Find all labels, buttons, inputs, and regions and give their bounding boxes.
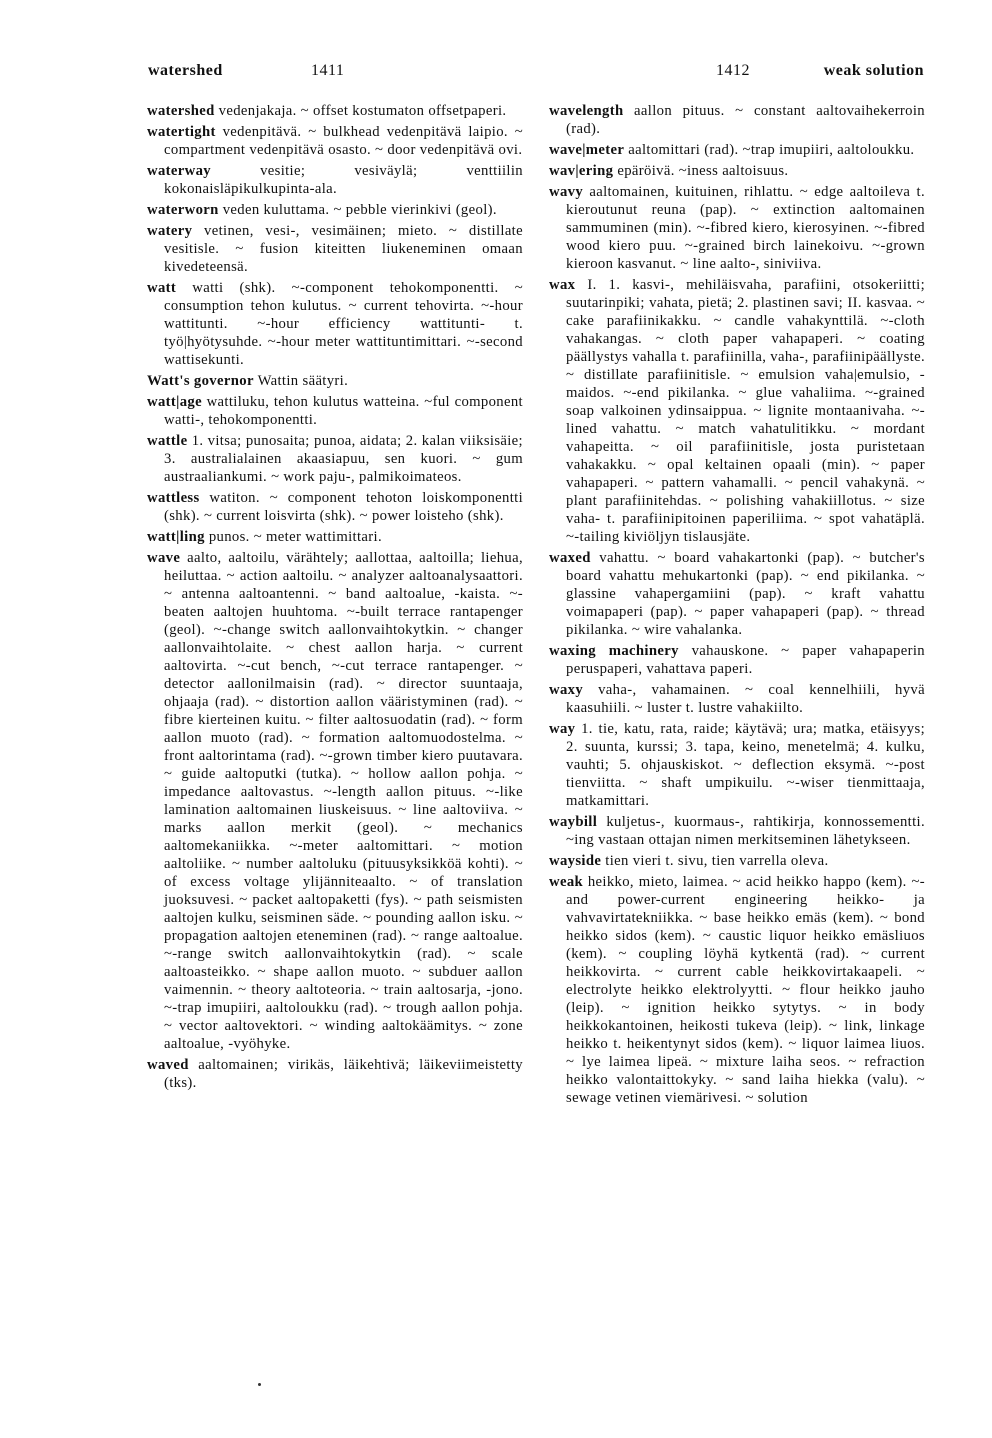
entry-headword: watery bbox=[147, 223, 193, 239]
speck-mark bbox=[258, 1383, 261, 1386]
entry-definition: vaha-, vahamainen. ~ coal kennelhiili, hyvä kaasuhiili. ~ luster t. lustre vahakiilto. bbox=[566, 682, 925, 716]
right-running-head: weak solution bbox=[823, 62, 924, 79]
entry-definition: aaltomainen, kuituinen, rihlattu. ~ edge aaltoileva t. kieroutunut reuna (pap). ~ extinction aaltomainen sammuminen (min). ~-fibred kiero, kierosyinen. ~-fibred wood kiero puu. ~-grained birch lainekoivu. ~-grown kieroon kasvanut. ~ line aalto-, siniviiva. bbox=[566, 184, 925, 272]
dictionary-entry bbox=[549, 852, 925, 870]
dictionary-entry bbox=[147, 528, 523, 546]
dictionary-entry bbox=[147, 372, 523, 390]
left-running-head: watershed bbox=[148, 62, 223, 79]
entry-definition: aallon pituus. ~ constant aaltovaihekerroin (rad). bbox=[566, 103, 925, 137]
entry-definition: watti (shk). ~-component tehokomponentti. ~ consumption tehon kulutus. ~ current tehovirta. ~-hour wattitunti. ~-hour efficiency wattitunti- t. työ|hyötysuhde. ~-hour meter wattituntimittari. ~-second wattisekunti. bbox=[164, 280, 523, 368]
entry-definition: watiton. ~ component tehoton loiskomponentti (shk). ~ current loisvirta (shk). ~ power loisteho (shk). bbox=[164, 490, 523, 524]
dictionary-entry bbox=[549, 162, 925, 180]
dictionary-entry bbox=[549, 720, 925, 810]
dictionary-entry bbox=[147, 432, 523, 486]
left-column bbox=[147, 102, 523, 1095]
entry-headword: watt bbox=[147, 280, 177, 296]
dictionary-entry bbox=[549, 141, 925, 159]
entry-definition: 1. tie, katu, rata, raide; käytävä; ura; matka, etäisyys; 2. suunta, kurssi; 3. tapa, keino, menetelmä; 4. kulku, vauhti; 5. ohjauskiskot. ~ deflection eksymä. ~-post tienviitta. ~ shaft umpikuilu. ~-wiser tienmittaaja, matkamittari. bbox=[566, 721, 925, 809]
entry-definition: epäröivä. ~iness aaltoisuus. bbox=[617, 163, 789, 179]
entry-headword: waxy bbox=[549, 682, 584, 698]
entry-headword: wax bbox=[549, 277, 576, 293]
dictionary-entry bbox=[549, 681, 925, 717]
entry-headword: wayside bbox=[549, 853, 602, 869]
entry-headword: watt|ling bbox=[147, 529, 205, 545]
entry-headword: waxed bbox=[549, 550, 591, 566]
entry-definition: wattiluku, tehon kulutus watteina. ~ful component watti-, tehokomponentti. bbox=[164, 394, 523, 428]
entry-headword: waxing machinery bbox=[549, 643, 679, 659]
dictionary-entry bbox=[549, 183, 925, 273]
entry-definition: veden kuluttama. ~ pebble vierinkivi (geol). bbox=[222, 202, 497, 218]
entry-headword: watertight bbox=[147, 124, 216, 140]
entry-headword: wavelength bbox=[549, 103, 624, 119]
dictionary-entry bbox=[147, 393, 523, 429]
entry-headword: wav|ering bbox=[549, 163, 614, 179]
entry-definition: Wattin säätyri. bbox=[257, 373, 349, 389]
entry-headword: watershed bbox=[147, 103, 215, 119]
entry-definition: vedenpitävä. ~ bulkhead vedenpitävä laipio. ~ compartment vedenpitävä osasto. ~ door vedenpitävä ovi. bbox=[164, 124, 524, 158]
entry-definition: aaltomainen; virikäs, läikehtivä; läikeviimeistetty (tks). bbox=[164, 1057, 523, 1091]
right-column bbox=[549, 102, 925, 1110]
dictionary-entry bbox=[549, 102, 925, 138]
dictionary-entry bbox=[147, 162, 523, 198]
dictionary-entry bbox=[147, 1056, 523, 1092]
entry-definition: tien vieri t. sivu, tien varrella oleva. bbox=[605, 853, 829, 869]
dictionary-entry bbox=[147, 201, 523, 219]
entry-headword: wattless bbox=[147, 490, 200, 506]
dictionary-entry bbox=[147, 102, 523, 120]
entry-headword: wave|meter bbox=[549, 142, 625, 158]
entry-definition: vetinen, vesi-, vesimäinen; mieto. ~ distillate vesitisle. ~ fusion kiteitten liukeneminen omaan kivedeteensä. bbox=[164, 223, 523, 275]
entry-definition: heikko, mieto, laimea. ~ acid heikko happo (kem). ~-and power-current engineering heikko- ja vahvavirtatekniikka. ~ base heikko emäs (kem). ~ bond heikko sidos (kem). ~ caustic liquor heikko emäsliuos (kem). ~ coupling löyhä kytkentä (rad). ~ current heikkovirta. ~ current cable heikkovirtakaapeli. ~ electrolyte heikko elektrolyytti. ~ flour heikko jauho (leip). ~ ignition heikko sytytys. ~ in body heikkokantoinen, heikosti tukeva (leip). ~ link, linkage heikko t. heikentynyt sidos (kem). ~ liquor laimea liuos. ~ lye laimea lipeä. ~ mixture laiha seos. ~ refraction heikko valontaittokyky. ~ sand laiha hiekka (valu). ~ sewage vetinen viemärivesi. ~ solution bbox=[566, 874, 925, 1106]
dictionary-entry bbox=[549, 873, 925, 1107]
dictionary-entry bbox=[549, 813, 925, 849]
dictionary-entry bbox=[549, 276, 925, 546]
dictionary-entry bbox=[147, 123, 523, 159]
entry-definition: aalto, aaltoilu, värähtely; aallottaa, aaltoilla; liehua, heiluttaa. ~ action aaltoilu. ~ analyzer aaltoanalysaattori. ~ antenna aaltoantenni. ~ band aaltoalue, -kaista. ~-beaten aaltojen huuhtoma. ~-built terrace rantapenger (geol). ~-change switch aallonvaihtokytkin. ~ changer aallonvaihtolaite. ~ chest aallon harja. ~ current aaltovirta. ~-cut bench, ~-cut terrace rantapenger. ~ detector aallonilmaisin (rad). ~ director suuntaaja, ohjaaja (rad). ~ distortion aallon vääristyminen (rad). ~ fibre kierteinen kuitu. ~ filter aaltosuodatin (rad). ~ form aallon muoto (rad). ~ formation aaltomuodostelma. ~ front aaltorintama (rad). ~-grown timber kiero puutavara. ~ guide aaltoputki (tutka). ~ hollow aallon pohja. ~ impedance aaltovastus. ~-length aallon pituus. ~-like lamination aaltomainen liuskeisuus. ~ line aaltoviiva. ~ marks aallon merkit (geol). ~ mechanics aaltomekaniikka. ~-meter aaltomittari. ~ motion aaltoliike. ~ number aaltoluku (pituusyksikköä kohti). ~ of excess voltage ylijänniteaalto. ~ of translation juoksuvesi. ~ packet aaltopaketti (fys). ~ path seismisten aaltojen kulku, seisminen säde. ~ pounding aallon isku. ~ propagation aaltojen eteneminen (rad). ~ range aaltoalue. ~-range switch aallonvaihtokytkin (rad). ~ scale aaltoasteikko. ~ shape aallon muoto. ~ subduer aallon vaimennin. ~ theory aaltoteoria. ~ train aaltosarja, -jono. ~-trap imupiiri, aaltoloukku (rad). ~ trough aallon pohja. ~ vector aaltovektori. ~ winding aaltokäämitys. ~ zone aaltoalue, -vyöhyke. bbox=[164, 550, 523, 1052]
page-header bbox=[148, 62, 924, 90]
entry-headword: weak bbox=[549, 874, 584, 890]
entry-headword: wattle bbox=[147, 433, 188, 449]
entry-definition: vahauskone. ~ paper vahapaperin peruspaperi, vahattava paperi. bbox=[566, 643, 925, 677]
entry-headword: Watt's governor bbox=[147, 373, 254, 389]
entry-headword: watt|age bbox=[147, 394, 202, 410]
dictionary-entry bbox=[549, 642, 925, 678]
right-page-number: 1412 bbox=[716, 62, 750, 79]
entry-definition: vedenjakaja. ~ offset kostumaton offsetpaperi. bbox=[218, 103, 507, 119]
left-page-number: 1411 bbox=[311, 62, 345, 79]
entry-headword: waybill bbox=[549, 814, 598, 830]
entry-definition: aaltomittari (rad). ~trap imupiiri, aaltoloukku. bbox=[628, 142, 915, 158]
dictionary-entry bbox=[549, 549, 925, 639]
entry-headword: way bbox=[549, 721, 576, 737]
dictionary-entry bbox=[147, 222, 523, 276]
entry-headword: wave bbox=[147, 550, 181, 566]
entry-definition: punos. ~ meter wattimittari. bbox=[208, 529, 382, 545]
entry-headword: waterworn bbox=[147, 202, 219, 218]
entry-definition: 1. vitsa; punosaita; punoa, aidata; 2. kalan viiksisäie; 3. australialainen akaasiapuu, sen kuori. ~ gum austraaliankumi. ~ work paju-, palmikoimateos. bbox=[164, 433, 523, 485]
dictionary-entry bbox=[147, 489, 523, 525]
entry-definition: I. 1. kasvi-, mehiläisvaha, parafiini, otsokeriitti; suutarinpiki; vahata, pietä; 2. plastinen savi; II. kasvaa. ~ cake parafiinikakku. ~ candle vahakynttilä. ~-cloth vahakangas. ~ cloth paper vahapaperi. ~ coating päällystys vahalla t. parafiinilla, vaha-, parafiinipäällyste. ~ distillate parafiinitisle. ~ emulsion vaha|emulsio, -maidos. ~-end pikilanka. ~ glue vahaliima. ~-grained soap valkoinen ydinsaippua. ~ lignite montaanivaha. ~-lined vahattu. ~ match vahatulitikku. ~ mordant vahapeitta. ~ oil parafiinitisle, josta puristetaan vahakakku. ~ opal keltainen opaali (min). ~ paper vahapaperi. ~ pattern vahamalli. ~ pencil vahakynä. ~ plant parafiinitehdas. ~ polishing vahakiillotus. ~ size vaha- t. parafiinipitoinen paperiliima. ~ spot vahatäplä. ~-tailing kiviöljyn tislausjäte. bbox=[566, 277, 925, 545]
entry-definition: kuljetus-, kuormaus-, rahtikirja, konnossementti. ~ing vastaan ottajan nimen merkitseminen lähetykseen. bbox=[566, 814, 925, 848]
dictionary-entry bbox=[147, 279, 523, 369]
entry-definition: vahattu. ~ board vahakartonki (pap). ~ butcher's board vahattu mehukartonki (pap). ~ end pikilanka. ~ glassine vahapergamiini (pap). ~ kraft vahattu voimapaperi (pap). ~ paper vahapaperi (pap). ~ thread pikilanka. ~ wire vahalanka. bbox=[566, 550, 925, 638]
entry-definition: vesitie; vesiväylä; venttiilin kokonaisläpikulkupinta-ala. bbox=[164, 163, 523, 197]
entry-headword: waterway bbox=[147, 163, 211, 179]
entry-headword: waved bbox=[147, 1057, 189, 1073]
dictionary-entry bbox=[147, 549, 523, 1053]
entry-headword: wavy bbox=[549, 184, 584, 200]
